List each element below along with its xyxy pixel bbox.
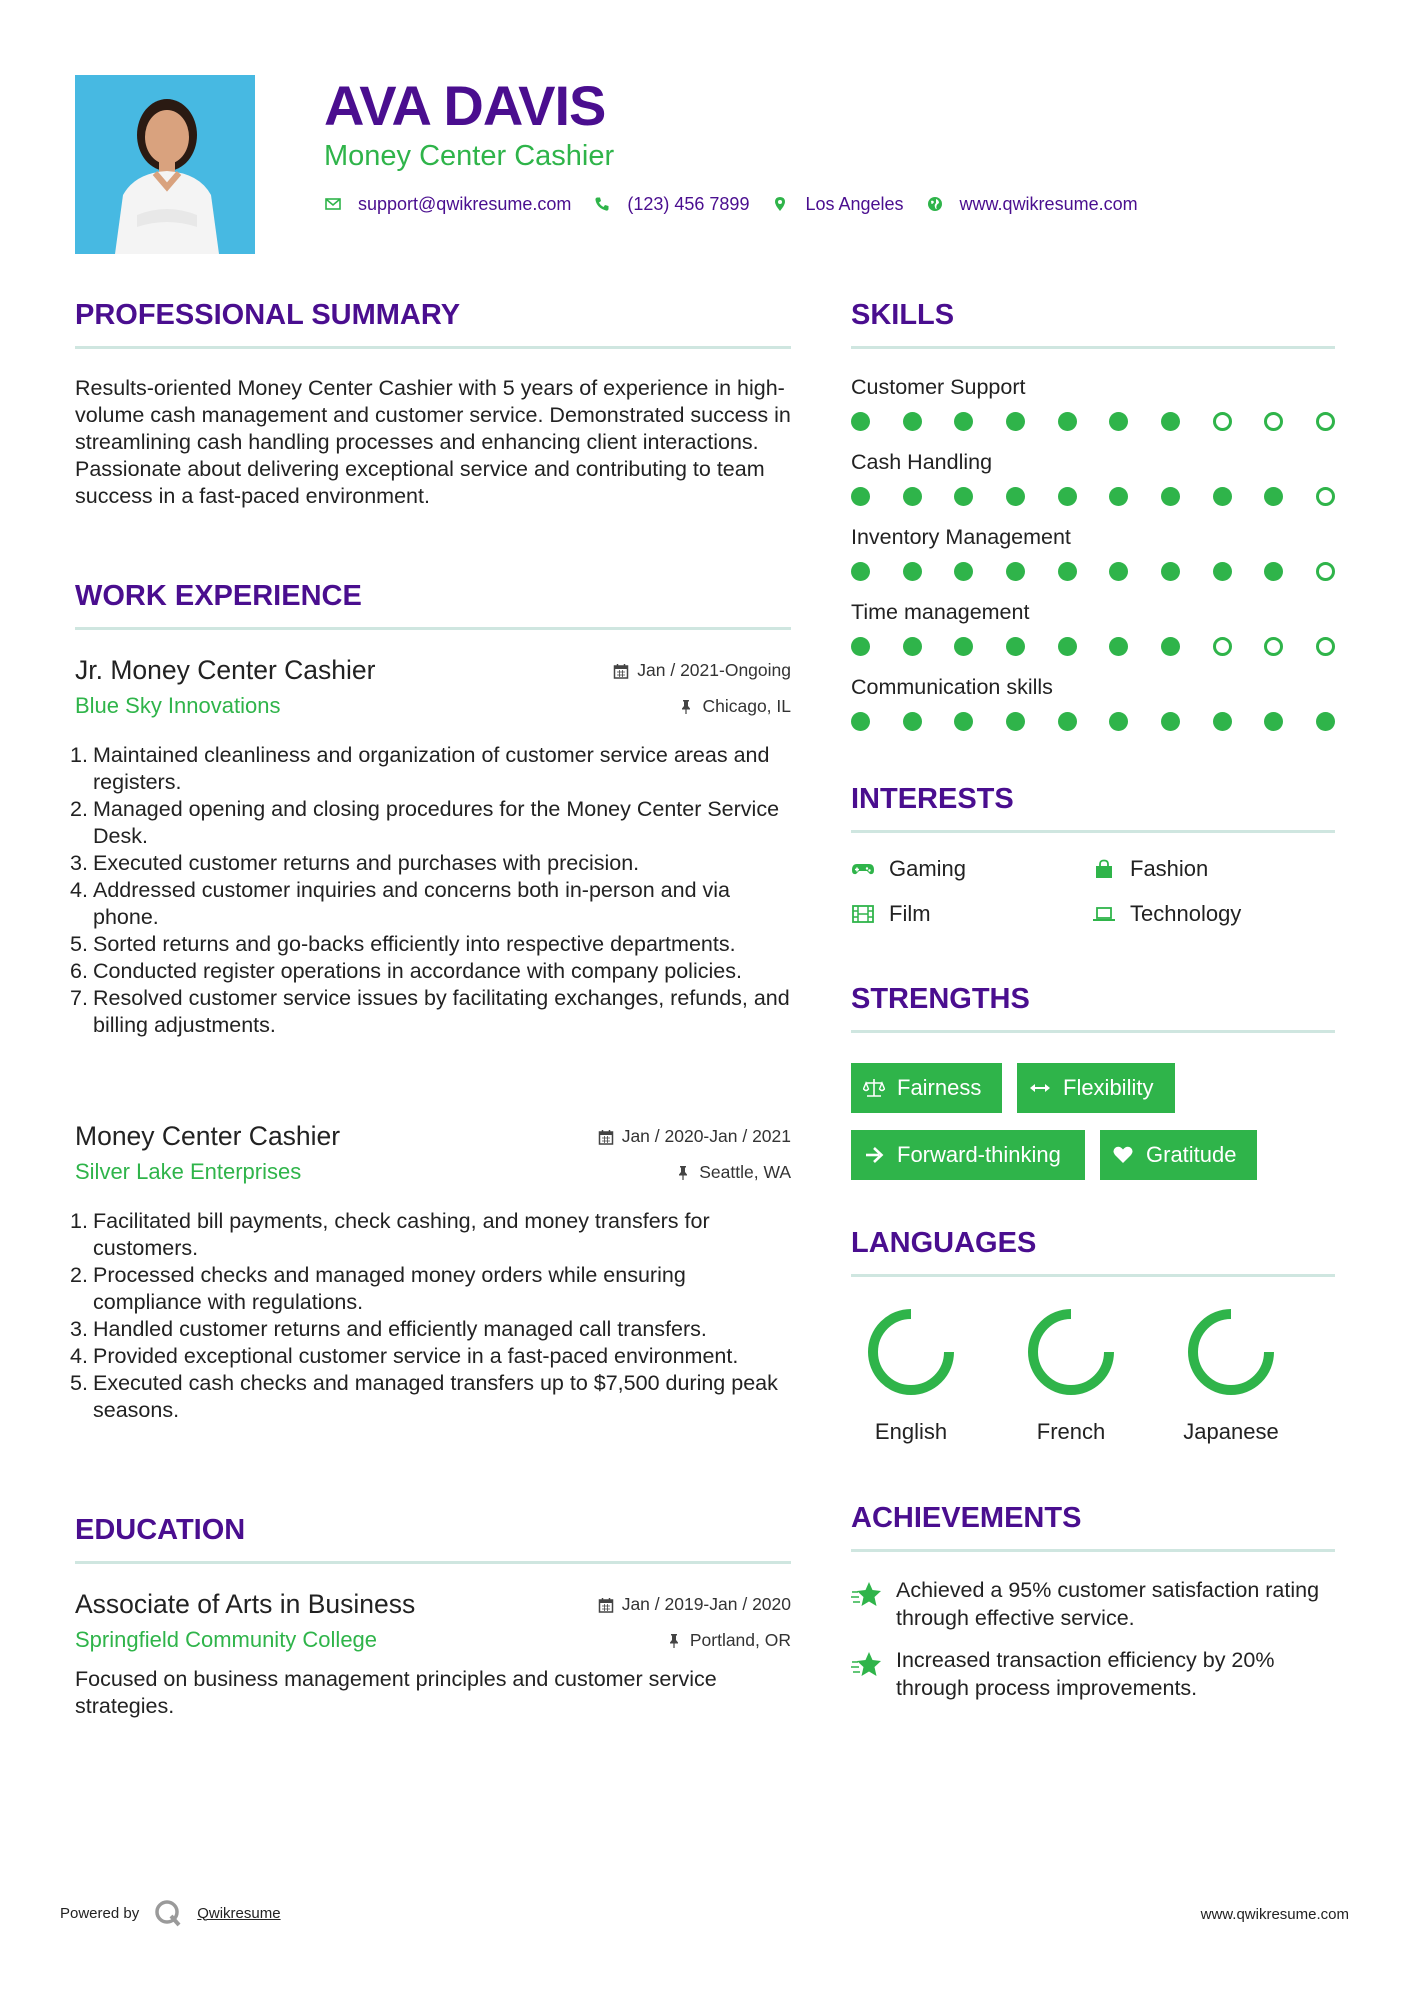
education-date-text: Jan / 2019-Jan / 2020: [621, 1594, 791, 1614]
calendar-icon: [598, 1597, 614, 1613]
job-bullet: Maintained cleanliness and organization of customer service areas and registers.: [93, 743, 770, 794]
brand-link[interactable]: Qwikresume: [197, 1904, 281, 1922]
languages-section: [851, 1226, 1335, 1277]
rating-dot-filled: [1058, 562, 1077, 581]
skill-item: [851, 374, 1335, 401]
skill-item: [851, 449, 1335, 476]
rating-dot-filled: [954, 637, 973, 656]
rating-dot-empty: [1316, 562, 1335, 581]
laptop-icon: [1092, 903, 1118, 925]
education-description: Focused on business management principles and customer service strategies.: [75, 1667, 717, 1718]
contact-phone-text: (123) 456 7899: [627, 194, 750, 214]
rating-dot-filled: [1058, 487, 1077, 506]
rating-dot-filled: [851, 712, 870, 731]
profile-photo: [75, 75, 255, 254]
arrow-right-icon: [863, 1144, 885, 1166]
skill-name: Time management: [851, 600, 1030, 624]
rating-dot-filled: [851, 487, 870, 506]
strength-label: Flexibility: [1063, 1075, 1154, 1100]
interest-item: [851, 901, 931, 927]
rating-dot-filled: [903, 562, 922, 581]
balance-scale-icon: [863, 1077, 885, 1099]
interest-label: Fashion: [1130, 856, 1209, 881]
pushpin-icon: [666, 1633, 682, 1649]
film-icon: [851, 903, 877, 925]
skill-rating: [851, 637, 1335, 657]
job-role: Jr. Money Center Cashier: [75, 655, 376, 685]
footer-powered: [60, 1898, 281, 1928]
rating-dot-filled: [1058, 712, 1077, 731]
education-location-text: Portland, OR: [689, 1630, 791, 1650]
skill-item: [851, 674, 1335, 701]
strength-chip: [851, 1130, 1085, 1180]
rating-dot-filled: [1109, 712, 1128, 731]
experience-section: [75, 579, 791, 630]
skill-name: Inventory Management: [851, 525, 1071, 549]
job-bullet: Facilitated bill payments, check cashing, and money transfers for customers.: [93, 1209, 710, 1260]
languages-heading: LANGUAGES: [851, 1226, 1335, 1277]
rating-dot-filled: [1264, 487, 1283, 506]
education-school: Springfield Community College: [75, 1627, 378, 1652]
skill-name: Communication skills: [851, 675, 1053, 699]
contact-email[interactable]: [324, 193, 571, 215]
arrows-horizontal-icon: [1029, 1077, 1051, 1099]
rating-dot-filled: [851, 637, 870, 656]
job-location: [678, 696, 791, 717]
summary-heading: PROFESSIONAL SUMMARY: [75, 298, 791, 349]
rating-dot-filled: [1213, 562, 1232, 581]
rating-dot-filled: [1316, 712, 1335, 731]
candidate-title: Money Center Cashier: [324, 140, 615, 172]
strength-label: Forward-thinking: [897, 1142, 1061, 1167]
rating-dot-filled: [1006, 487, 1025, 506]
rating-dot-filled: [1161, 562, 1180, 581]
strengths-heading: STRENGTHS: [851, 982, 1335, 1033]
shopping-bag-icon: [1092, 858, 1118, 880]
rating-dot-filled: [903, 487, 922, 506]
rating-dot-filled: [1006, 712, 1025, 731]
job-bullet: Provided exceptional customer service in a fast-paced environment.: [93, 1344, 739, 1368]
language-item: [1181, 1307, 1281, 1445]
job-bullet: Managed opening and closing procedures for the Money Center Service Desk.: [93, 797, 780, 848]
phone-icon: [593, 195, 611, 213]
language-proficiency-ring: [1026, 1307, 1116, 1397]
rating-dot-filled: [1109, 412, 1128, 431]
language-proficiency-ring: [866, 1307, 956, 1397]
skill-item: [851, 599, 1335, 626]
education-date: [598, 1594, 791, 1615]
job-company: Silver Lake Enterprises: [75, 1159, 302, 1184]
contact-website[interactable]: [926, 193, 1138, 215]
interest-item: [1092, 856, 1208, 882]
job-bullets: [75, 742, 791, 1039]
pushpin-icon: [678, 699, 694, 715]
education-degree: Associate of Arts in Business: [75, 1589, 416, 1619]
calendar-icon: [598, 1129, 614, 1145]
education-location: [666, 1630, 791, 1651]
rating-dot-filled: [1109, 562, 1128, 581]
education-section: [75, 1513, 791, 1564]
skill-rating: [851, 712, 1335, 732]
language-name: Japanese: [1183, 1419, 1279, 1444]
job-bullet: Conducted register operations in accordance with company policies.: [93, 959, 742, 983]
star-icon: [851, 1650, 883, 1680]
job-date: [613, 660, 791, 681]
map-pin-icon: [771, 195, 789, 213]
calendar-icon: [613, 663, 629, 679]
job-date-text: Jan / 2021-Ongoing: [637, 660, 791, 680]
skill-name: Customer Support: [851, 375, 1026, 399]
rating-dot-filled: [1109, 637, 1128, 656]
rating-dot-filled: [1161, 712, 1180, 731]
rating-dot-filled: [1161, 637, 1180, 656]
rating-dot-empty: [1316, 487, 1335, 506]
achievement-text: Increased transaction efficiency by 20% through process improvements.: [896, 1648, 1275, 1700]
achievements-heading: ACHIEVEMENTS: [851, 1501, 1335, 1552]
skill-rating: [851, 412, 1335, 432]
interest-label: Film: [889, 901, 931, 926]
job-date-text: Jan / 2020-Jan / 2021: [621, 1126, 791, 1146]
contact-website-text: www.qwikresume.com: [959, 194, 1138, 214]
strengths-section: [851, 982, 1335, 1033]
interests-section: [851, 782, 1335, 833]
interest-item: [1092, 901, 1241, 927]
interests-heading: INTERESTS: [851, 782, 1335, 833]
rating-dot-filled: [903, 637, 922, 656]
job-date: [598, 1126, 791, 1147]
rating-dot-empty: [1264, 412, 1283, 431]
rating-dot-filled: [1058, 637, 1077, 656]
job-location-text: Chicago, IL: [702, 696, 791, 716]
job-location: [675, 1162, 791, 1183]
rating-dot-filled: [1006, 412, 1025, 431]
globe-icon: [926, 195, 944, 213]
rating-dot-empty: [1213, 637, 1232, 656]
job-bullets: [75, 1208, 791, 1424]
rating-dot-filled: [1006, 637, 1025, 656]
language-proficiency-ring: [1186, 1307, 1276, 1397]
rating-dot-filled: [903, 412, 922, 431]
language-item: [1021, 1307, 1121, 1445]
achievements-section: [851, 1501, 1335, 1552]
contact-location-text: Los Angeles: [805, 194, 904, 214]
job-bullet: Handled customer returns and efficiently managed call transfers.: [93, 1317, 707, 1341]
summary-text: Results-oriented Money Center Cashier with 5 years of experience in high-volume cash management and customer service. Demonstrated success in streamlining cash handling processes and enhancing client interactions. Passionate about delivering exceptional service and contributing to team success in a fast-paced environment.: [75, 376, 791, 508]
skill-rating: [851, 487, 1335, 507]
contact-location: [771, 193, 903, 215]
rating-dot-filled: [954, 712, 973, 731]
strength-chip: [851, 1063, 1002, 1113]
skill-rating: [851, 562, 1335, 582]
job-bullet: Executed customer returns and purchases with precision.: [93, 851, 640, 875]
powered-by-text: Powered by: [60, 1904, 140, 1922]
rating-dot-filled: [1264, 712, 1283, 731]
language-name: French: [1036, 1419, 1106, 1444]
pushpin-icon: [675, 1165, 691, 1181]
strength-chip: [1100, 1130, 1257, 1180]
heart-icon: [1112, 1144, 1134, 1166]
footer-website[interactable]: www.qwikresume.com: [1200, 1906, 1349, 1923]
rating-dot-empty: [1264, 637, 1283, 656]
rating-dot-filled: [954, 412, 973, 431]
rating-dot-filled: [851, 562, 870, 581]
experience-heading: WORK EXPERIENCE: [75, 579, 791, 630]
rating-dot-empty: [1213, 412, 1232, 431]
rating-dot-filled: [903, 712, 922, 731]
candidate-name: AVA DAVIS: [324, 74, 606, 137]
job-bullet: Processed checks and managed money orders while ensuring compliance with regulations.: [93, 1263, 686, 1314]
rating-dot-filled: [1213, 712, 1232, 731]
job-company: Blue Sky Innovations: [75, 693, 281, 718]
education-heading: EDUCATION: [75, 1513, 791, 1564]
contact-email-text: support@qwikresume.com: [358, 194, 572, 214]
job-bullet: Executed cash checks and managed transfers up to $7,500 during peak seasons.: [93, 1371, 778, 1422]
job-bullet: Addressed customer inquiries and concerns both in-person and via phone.: [93, 878, 731, 929]
rating-dot-filled: [1161, 487, 1180, 506]
envelope-icon: [324, 195, 342, 213]
star-icon: [851, 1580, 883, 1610]
rating-dot-filled: [954, 562, 973, 581]
rating-dot-filled: [954, 487, 973, 506]
language-item: [861, 1307, 961, 1445]
interest-item: [851, 856, 966, 882]
achievement-text: Achieved a 95% customer satisfaction rating through effective service.: [896, 1578, 1320, 1630]
interest-label: Technology: [1130, 901, 1242, 926]
interest-label: Gaming: [889, 856, 967, 881]
contact-bar: [324, 193, 1160, 215]
rating-dot-filled: [1161, 412, 1180, 431]
strength-chip: [1017, 1063, 1175, 1113]
summary-section: [75, 298, 791, 510]
rating-dot-filled: [851, 412, 870, 431]
skills-heading: SKILLS: [851, 298, 1335, 349]
rating-dot-empty: [1316, 412, 1335, 431]
contact-phone[interactable]: [593, 193, 749, 215]
gamepad-icon: [851, 858, 877, 880]
job-bullet: Sorted returns and go-backs efficiently into respective departments.: [93, 932, 736, 956]
rating-dot-filled: [1213, 487, 1232, 506]
qwikresume-logo-icon: [153, 1898, 183, 1928]
rating-dot-filled: [1058, 412, 1077, 431]
rating-dot-filled: [1006, 562, 1025, 581]
rating-dot-filled: [1109, 487, 1128, 506]
language-name: English: [874, 1419, 948, 1444]
job-bullet: Resolved customer service issues by facilitating exchanges, refunds, and billing adjustments.: [93, 986, 790, 1037]
strength-label: Gratitude: [1146, 1142, 1237, 1167]
rating-dot-filled: [1264, 562, 1283, 581]
rating-dot-empty: [1316, 637, 1335, 656]
skill-name: Cash Handling: [851, 450, 993, 474]
job-location-text: Seattle, WA: [699, 1162, 791, 1182]
skills-section: [851, 298, 1335, 349]
skill-item: [851, 524, 1335, 551]
job-role: Money Center Cashier: [75, 1121, 341, 1151]
strength-label: Fairness: [897, 1075, 982, 1100]
